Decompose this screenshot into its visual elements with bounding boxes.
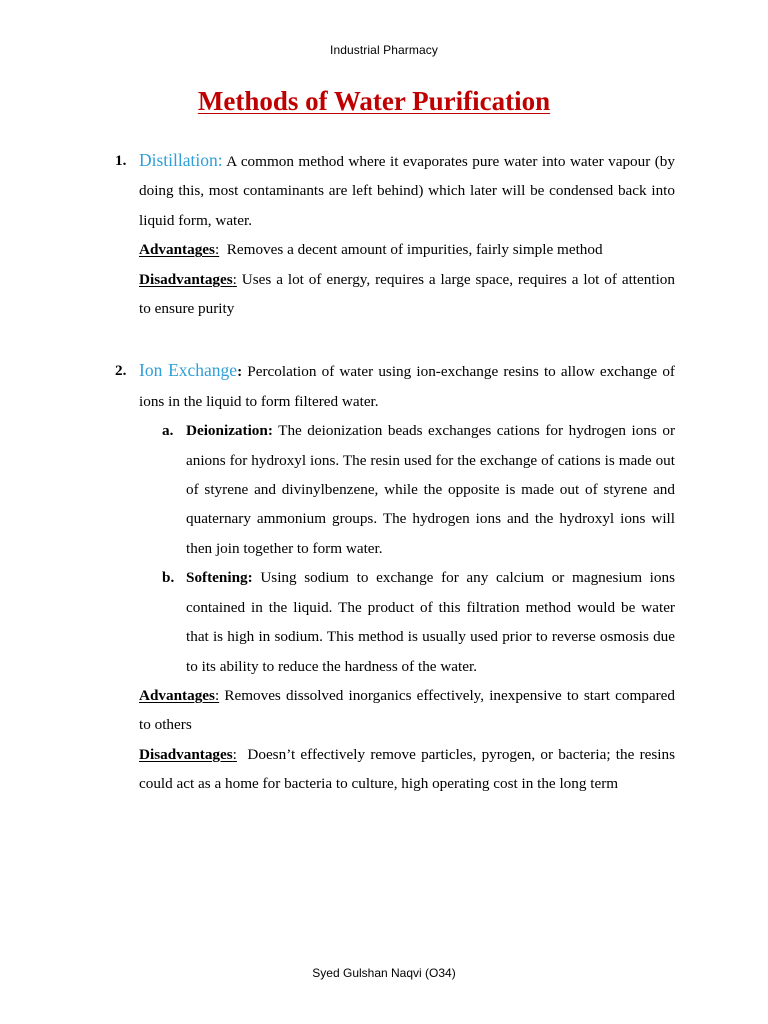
section-heading: Ion Exchange (139, 360, 238, 381)
disadvantages-paragraph (139, 265, 675, 324)
advantages-paragraph (139, 235, 675, 264)
section-number: 1. (115, 152, 127, 169)
subitem-text: Using sodium to exchange for any calcium or magnesium ions contained in the liquid. The product of this filtration method would be water that is high in sodium. This method is usually used prior to reverse osmosis due to its ability to reduce the hardness of the water. (186, 569, 675, 675)
subitem-letter: b. (162, 569, 175, 587)
subitem-label: Softening: (186, 569, 253, 587)
section-paragraph (139, 146, 675, 235)
subitem-paragraph (186, 416, 675, 563)
advantages-label: Advantages: (139, 241, 220, 259)
section-number: 2. (115, 362, 127, 380)
heading-colon: : (237, 363, 243, 381)
disadvantages-text: Doesn’t effectively remove particles, pyrogen, or bacteria; the resins could act as a home for bacteria to culture, high operating cost in the long term (139, 745, 679, 793)
subitem-text: The deionization beads exchanges cations for hydrogen ions or anions for hydroxyl ions. The resin used for the exchange of cations is made out of styrene and divinylbenzene, while the opposite is made out of styrene and quaternary ammonium groups. The hydrogen ions and the hydroxyl ions will then join together to form water. (186, 422, 675, 557)
section-ion-exchange (110, 356, 679, 798)
subitem-paragraph (186, 563, 675, 681)
page-footer: Syed Gulshan Naqvi (O34) (312, 966, 456, 980)
document-title: Methods of Water Purification (197, 86, 551, 116)
section-body: Percolation of water using ion-exchange resins to allow exchange of ions in the liquid to form filtered water. (139, 363, 675, 410)
disadvantages-label: Disadvantages: (139, 745, 237, 763)
page-header: Industrial Pharmacy (330, 43, 438, 57)
section-heading: Distillation: (139, 150, 223, 170)
subitem-softening (139, 563, 675, 681)
subitem-deionization (139, 416, 675, 563)
section-body: A common method where it evaporates pure water into water vapour (by doing this, most contaminants are left behind) which later will be condensed back into liquid form, water. (139, 153, 675, 229)
document-body (110, 146, 679, 799)
advantages-text: Removes a decent amount of impurities, fairly simple method (219, 241, 603, 259)
section-paragraph (139, 356, 675, 416)
subitem-label: Deionization: (186, 422, 273, 440)
disadvantages-text: Uses a lot of energy, requires a large space, requires a lot of attention to ensure purity (139, 270, 675, 318)
disadvantages-label: Disadvantages: (139, 270, 237, 288)
advantages-label: Advantages: (139, 686, 220, 704)
advantages-text: Removes dissolved inorganics effectively, inexpensive to start compared to others (139, 686, 675, 734)
subitem-letter: a. (162, 422, 174, 440)
section-distillation (110, 146, 675, 323)
advantages-paragraph (139, 681, 675, 740)
disadvantages-paragraph (139, 740, 679, 799)
